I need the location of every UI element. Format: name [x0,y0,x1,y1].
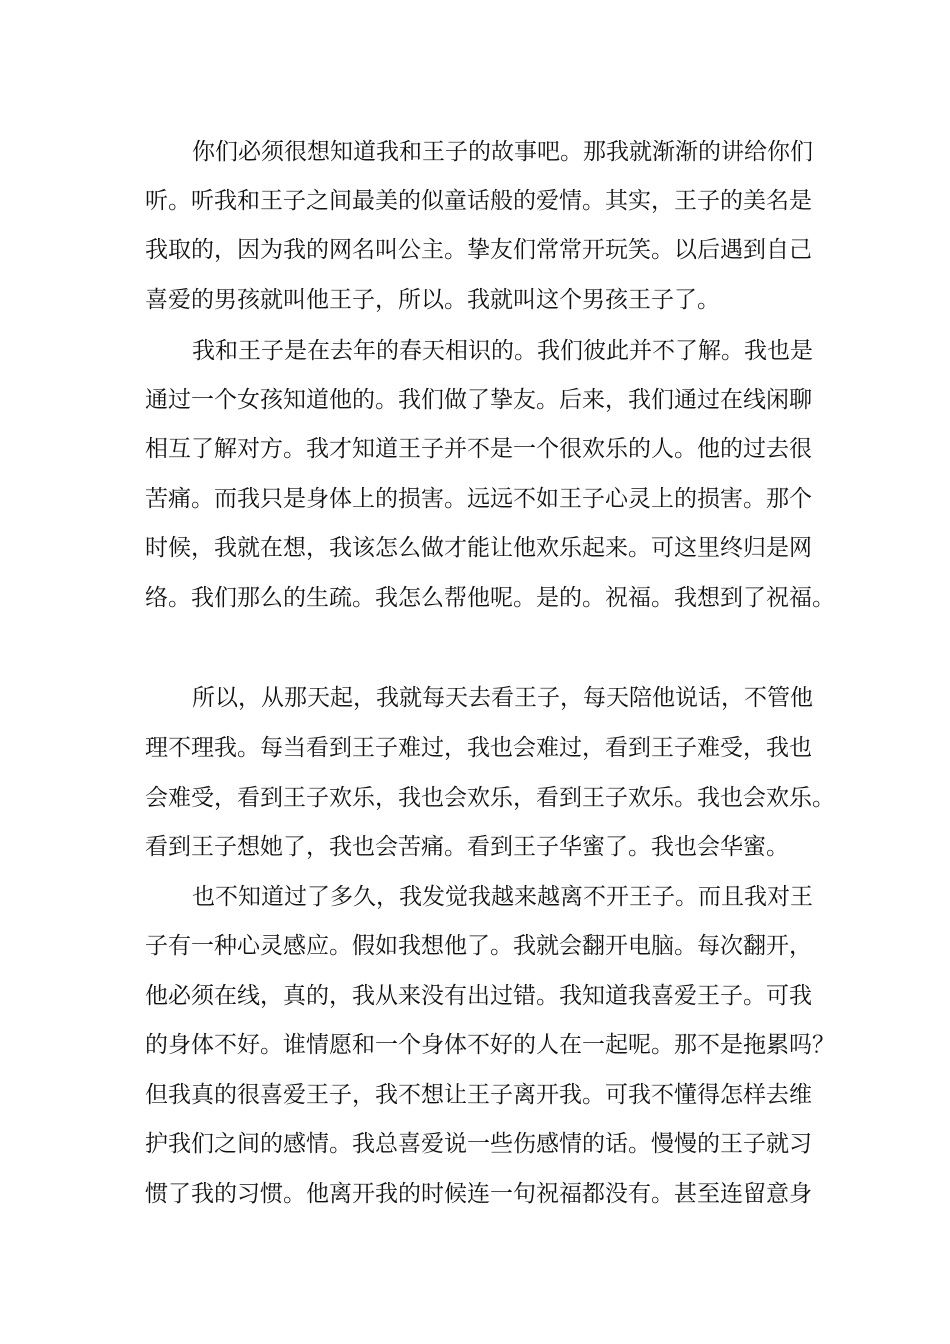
text-line: 惯了我的习惯。他离开我的时候连一句祝福都没有。甚至连留意身 [145,1181,812,1207]
text-line: 络。我们那么的生疏。我怎么帮他呢。是的。祝福。我想到了祝福。 [145,585,835,611]
text-line: 的身体不好。谁情愿和一个身体不好的人在一起呢。那不是拖累吗？ [145,1032,835,1058]
text-line: 我取的，因为我的网名叫公主。挚友们常常开玩笑。以后遇到自己 [145,237,812,263]
text-line: 会难受，看到王子欢乐，我也会欢乐，看到王子欢乐。我也会欢乐。 [145,785,835,811]
text-line: 但我真的很喜爱王子，我不想让王子离开我。可我不懂得怎样去维 [145,1082,812,1108]
text-line: 苦痛。而我只是身体上的损害。远远不如王子心灵上的损害。那个 [145,486,812,512]
text-line: 理不理我。每当看到王子难过，我也会难过，看到王子难受，我也 [145,735,812,761]
text-line: 喜爱的男孩就叫他王子，所以。我就叫这个男孩王子了。 [145,287,720,313]
text-line: 看到王子想她了，我也会苦痛。看到王子华蜜了。我也会华蜜。 [145,834,789,860]
text-line: 他必须在线，真的，我从来没有出过错。我知道我喜爱王子。可我 [145,983,812,1009]
text-line: 也不知道过了多久，我发觉我越来越离不开王子。而且我对王 [192,884,813,910]
text-line: 相互了解对方。我才知道王子并不是一个很欢乐的人。他的过去很 [145,436,812,462]
text-line: 所以，从那天起，我就每天去看王子，每天陪他说话，不管他 [192,685,813,711]
text-line: 时候，我就在想，我该怎么做才能让他欢乐起来。可这里终归是网 [145,535,812,561]
text-line: 护我们之间的感情。我总喜爱说一些伤感情的话。慢慢的王子就习 [145,1131,812,1157]
text-line: 子有一种心灵感应。假如我想他了。我就会翻开电脑。每次翻开， [145,933,812,959]
text-line: 我和王子是在去年的春天相识的。我们彼此并不了解。我也是 [192,338,813,364]
text-line: 通过一个女孩知道他的。我们做了挚友。后来，我们通过在线闲聊 [145,387,812,413]
text-line: 你们必须很想知道我和王子的故事吧。那我就渐渐的讲给你们 [192,139,813,165]
text-line: 听。听我和王子之间最美的似童话般的爱情。其实，王子的美名是 [145,188,812,214]
